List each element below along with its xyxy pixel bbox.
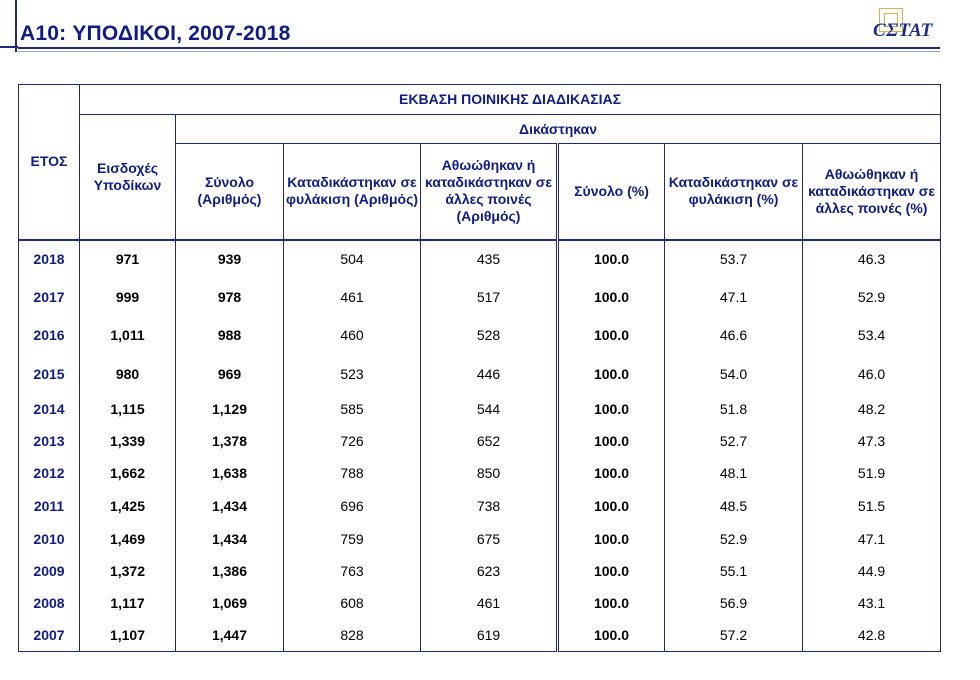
table-row [19, 316, 941, 355]
cell-prison-p: 55.1 [665, 555, 803, 587]
cell-prison-p: 56.9 [665, 587, 803, 619]
cell-total-p: 100.0 [558, 278, 665, 316]
cell-prison-p: 57.2 [665, 619, 803, 652]
cell-year: 2016 [19, 316, 80, 355]
cell-total-n: 1,638 [176, 457, 284, 490]
cell-prison-p: 54.0 [665, 355, 803, 393]
cell-admissions: 1,107 [80, 619, 176, 652]
cell-year: 2010 [19, 523, 80, 555]
cell-admissions: 1,117 [80, 587, 176, 619]
corner-accent [0, 46, 18, 48]
cell-admissions: 999 [80, 278, 176, 316]
cell-other-p: 48.2 [803, 393, 941, 425]
cell-total-n: 1,386 [176, 555, 284, 587]
cell-prison-p: 48.1 [665, 457, 803, 490]
cell-prison-n: 788 [284, 457, 421, 490]
cell-year: 2015 [19, 355, 80, 393]
cell-total-p: 100.0 [558, 555, 665, 587]
data-table-wrapper [18, 84, 940, 652]
cell-prison-n: 726 [284, 425, 421, 457]
table-row [19, 240, 941, 278]
cell-other-n: 435 [421, 240, 558, 278]
cell-total-p: 100.0 [558, 619, 665, 652]
subgroup-header: Δικάστηκαν [176, 115, 941, 144]
cell-year: 2011 [19, 490, 80, 523]
table-row [19, 619, 941, 652]
table-row [19, 425, 941, 457]
table-row [19, 457, 941, 490]
cell-year: 2018 [19, 240, 80, 278]
cell-prison-p: 47.1 [665, 278, 803, 316]
cell-total-p: 100.0 [558, 587, 665, 619]
col-total-n-header: Σύνολο (Αριθμός) [176, 144, 284, 240]
cell-year: 2013 [19, 425, 80, 457]
cell-prison-p: 51.8 [665, 393, 803, 425]
cell-prison-p: 48.5 [665, 490, 803, 523]
table-row [19, 355, 941, 393]
cell-admissions: 1,372 [80, 555, 176, 587]
cell-total-n: 988 [176, 316, 284, 355]
col-admissions-header: Εισδοχές Υποδίκων [80, 115, 176, 240]
cell-total-n: 1,069 [176, 587, 284, 619]
cell-other-n: 675 [421, 523, 558, 555]
title-divider [18, 51, 940, 52]
col-prison-n-header: Καταδικάστηκαν σε φυλάκιση (Αριθμός) [284, 144, 421, 240]
cell-total-n: 1,129 [176, 393, 284, 425]
cell-year: 2012 [19, 457, 80, 490]
table-row [19, 490, 941, 523]
cell-other-p: 51.9 [803, 457, 941, 490]
cell-year: 2014 [19, 393, 80, 425]
cell-prison-n: 828 [284, 619, 421, 652]
cell-other-n: 461 [421, 587, 558, 619]
cell-other-n: 623 [421, 555, 558, 587]
cell-admissions: 1,011 [80, 316, 176, 355]
cell-year: 2007 [19, 619, 80, 652]
cell-total-p: 100.0 [558, 393, 665, 425]
cell-prison-n: 585 [284, 393, 421, 425]
group-header: ΕΚΒΑΣΗ ΠΟΙΝΙΚΗΣ ΔΙΑΔΙΚΑΣΙΑΣ [80, 85, 941, 115]
cell-year: 2008 [19, 587, 80, 619]
table-row [19, 555, 941, 587]
page-title: A10: ΥΠΟΔΙΚΟΙ, 2007-2018 [20, 22, 291, 45]
cell-total-n: 969 [176, 355, 284, 393]
cell-other-n: 517 [421, 278, 558, 316]
cell-admissions: 1,339 [80, 425, 176, 457]
corner-accent [15, 0, 17, 52]
table-row [19, 393, 941, 425]
cell-other-p: 46.0 [803, 355, 941, 393]
cell-prison-n: 523 [284, 355, 421, 393]
table-row [19, 278, 941, 316]
cystat-logo [870, 8, 942, 46]
cell-prison-n: 461 [284, 278, 421, 316]
cell-other-p: 44.9 [803, 555, 941, 587]
cell-other-n: 528 [421, 316, 558, 355]
cell-total-p: 100.0 [558, 425, 665, 457]
cell-admissions: 1,425 [80, 490, 176, 523]
cell-other-n: 544 [421, 393, 558, 425]
cell-other-p: 46.3 [803, 240, 941, 278]
cell-admissions: 980 [80, 355, 176, 393]
title-divider [18, 47, 940, 49]
cell-prison-n: 608 [284, 587, 421, 619]
cell-total-n: 1,378 [176, 425, 284, 457]
table-row [19, 523, 941, 555]
cell-other-p: 51.5 [803, 490, 941, 523]
cell-total-n: 978 [176, 278, 284, 316]
cell-total-p: 100.0 [558, 240, 665, 278]
table-row [19, 587, 941, 619]
cell-prison-n: 504 [284, 240, 421, 278]
cell-admissions: 1,662 [80, 457, 176, 490]
col-other-p-header: Αθωώθηκαν ή καταδικάστηκαν σε άλλες ποινές (%) [803, 144, 941, 240]
cell-prison-n: 696 [284, 490, 421, 523]
cell-total-n: 1,434 [176, 523, 284, 555]
cell-other-p: 53.4 [803, 316, 941, 355]
cell-total-n: 1,447 [176, 619, 284, 652]
cell-other-p: 47.1 [803, 523, 941, 555]
cell-other-p: 43.1 [803, 587, 941, 619]
cell-other-n: 850 [421, 457, 558, 490]
cell-other-p: 47.3 [803, 425, 941, 457]
logo-text [873, 20, 933, 42]
table-body [19, 240, 941, 652]
col-prison-p-header: Καταδικάστηκαν σε φυλάκιση (%) [665, 144, 803, 240]
cell-total-n: 939 [176, 240, 284, 278]
cell-total-p: 100.0 [558, 316, 665, 355]
col-other-n-header: Αθωώθηκαν ή καταδικάστηκαν σε άλλες ποινές (Αριθμός) [421, 144, 558, 240]
cell-prison-p: 52.9 [665, 523, 803, 555]
cell-prison-n: 460 [284, 316, 421, 355]
cell-prison-p: 46.6 [665, 316, 803, 355]
cell-other-n: 446 [421, 355, 558, 393]
logo-c: C [873, 20, 887, 41]
cell-prison-p: 53.7 [665, 240, 803, 278]
logo-label: ΣΤΑΤ [886, 20, 933, 41]
cell-prison-n: 759 [284, 523, 421, 555]
cell-prison-p: 52.7 [665, 425, 803, 457]
cell-total-p: 100.0 [558, 457, 665, 490]
cell-admissions: 1,469 [80, 523, 176, 555]
data-table [18, 84, 941, 652]
cell-other-n: 619 [421, 619, 558, 652]
cell-year: 2017 [19, 278, 80, 316]
cell-total-p: 100.0 [558, 523, 665, 555]
cell-other-p: 52.9 [803, 278, 941, 316]
cell-other-n: 738 [421, 490, 558, 523]
cell-total-p: 100.0 [558, 490, 665, 523]
cell-other-p: 42.8 [803, 619, 941, 652]
cell-other-n: 652 [421, 425, 558, 457]
cell-total-n: 1,434 [176, 490, 284, 523]
cell-year: 2009 [19, 555, 80, 587]
col-total-p-header: Σύνολο (%) [558, 144, 665, 240]
cell-admissions: 971 [80, 240, 176, 278]
cell-prison-n: 763 [284, 555, 421, 587]
cell-admissions: 1,115 [80, 393, 176, 425]
cell-total-p: 100.0 [558, 355, 665, 393]
col-year-header: ΕΤΟΣ [19, 85, 80, 240]
